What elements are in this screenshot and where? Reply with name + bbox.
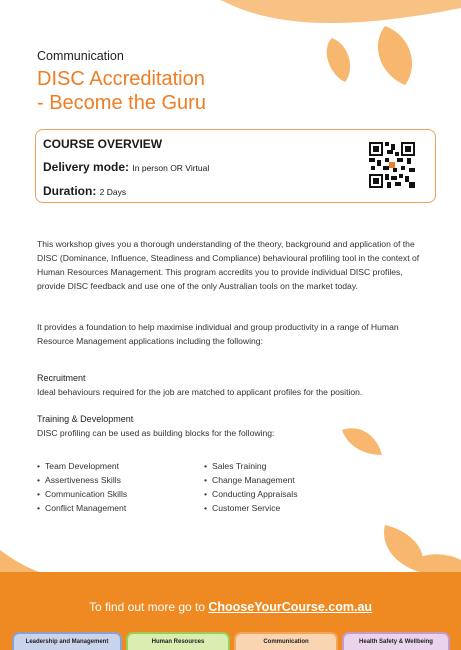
list-item: • Change Management (204, 473, 298, 487)
list-item: • Communication Skills (37, 487, 127, 501)
foundation-paragraph: It provides a foundation to help maximise individual and group productivity in a range of Human Resource Management applications including the following: (37, 322, 399, 346)
title-line-2: - Become the Guru (37, 92, 206, 114)
duration (43, 184, 126, 198)
list-item: • Assertiveness Skills (37, 473, 127, 487)
list-item: • Customer Service (204, 501, 298, 515)
list-item: • Team Development (37, 459, 127, 473)
leaf-decoration-right (340, 425, 385, 460)
recruitment-heading: Recruitment (37, 373, 86, 383)
footer-text (0, 600, 461, 614)
category-tabs (0, 632, 461, 650)
intro-paragraph: This workshop gives you a thorough understanding of the theory, background and application of the DISC (Dominance, Influence, Steadiness and Compliance) behavioural profiling tool in the context of Human Resources Management. This program accredits you to provide individual DISC profiles, provide DISC feedback and use one of the only Australian tools on the market today. (37, 239, 420, 291)
footer-lead: To find out more go to (88, 600, 209, 614)
training-heading: Training & Development (37, 414, 134, 424)
leaf-decoration-top (220, 0, 461, 90)
bullet-list-left (37, 459, 127, 515)
qr-code-icon[interactable] (369, 142, 415, 188)
tab-communication[interactable]: Communication (234, 632, 338, 650)
course-category: Communication (37, 49, 124, 63)
duration-label: Duration: (43, 184, 97, 198)
website-link[interactable]: ChooseYourCourse.com.au (208, 600, 373, 614)
tab-human-resources[interactable]: Human Resources (126, 632, 230, 650)
list-item: • Conducting Appraisals (204, 487, 298, 501)
delivery-mode (43, 160, 209, 174)
tab-health-safety-wellbeing[interactable]: Health Safety & Wellbeing (342, 632, 450, 650)
delivery-value: In person OR Virtual (132, 163, 210, 173)
recruitment-text: Ideal behaviours required for the job are matched to applicant profiles for the position. (37, 387, 363, 397)
title-line-1: DISC Accreditation (37, 68, 205, 90)
page-title (37, 67, 206, 115)
bullet-list-right (204, 459, 298, 515)
delivery-label: Delivery mode: (43, 160, 130, 174)
training-text: DISC profiling can be used as building blocks for the following: (37, 428, 275, 438)
course-overview-box (35, 129, 436, 203)
list-item: • Sales Training (204, 459, 298, 473)
overview-heading: COURSE OVERVIEW (43, 137, 163, 151)
tab-leadership-and-management[interactable]: Leadership and Management (12, 632, 122, 650)
list-item: • Conflict Management (37, 501, 127, 515)
duration-value: 2 Days (99, 187, 127, 197)
